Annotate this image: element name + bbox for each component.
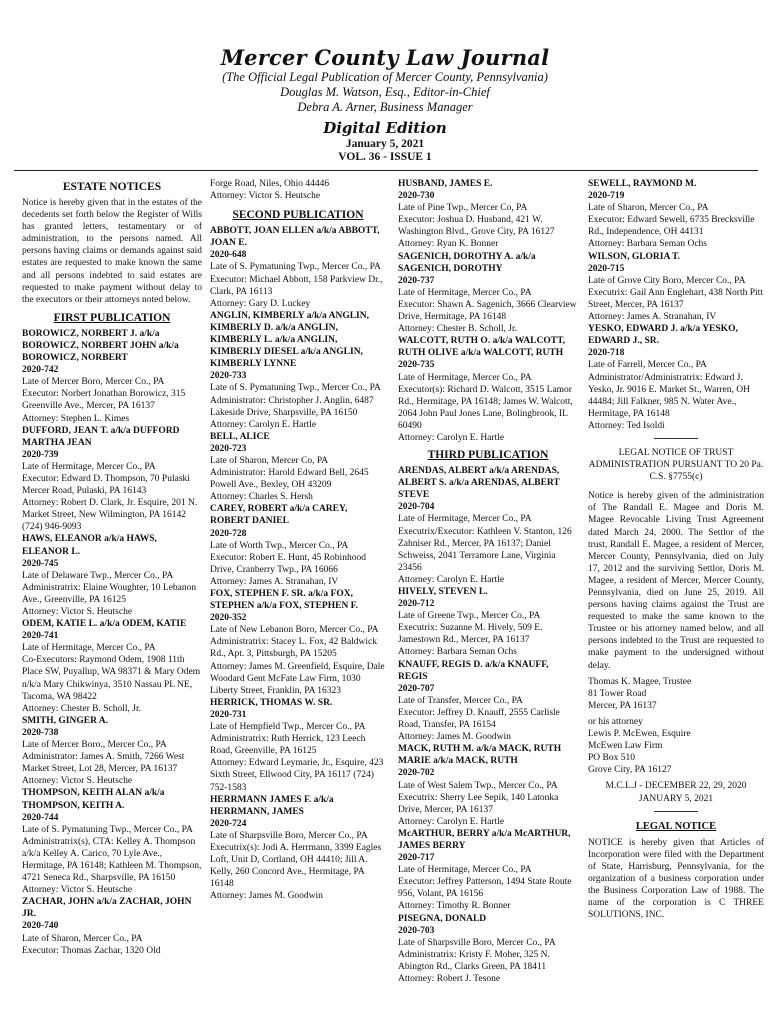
estate-entry-line: Administratrix: Stacey L. Fox, 42 Baldwick Rd., Apt. 3, Pittsburgh, PA 15205 [210, 637, 378, 660]
estate-entry-line: Attorney: Charles S. Hersh [210, 492, 313, 503]
address-line: McEwen Law Firm [588, 741, 663, 752]
estate-entry-heading: HERRMANN JAMES F. a/k/a HERRMANN, JAMES [210, 794, 334, 817]
estate-entry-heading: BOROWICZ, NORBERT J. a/k/a BOROWICZ, NORBERT JOHN a/k/a BOROWICZ, NORBERT [22, 328, 179, 364]
estate-entry-line: Late of S. Pymatuning Twp., Mercer Co., PA [22, 824, 193, 835]
estate-entry-line: Late of Sharon, Mercer Co., PA [588, 203, 709, 214]
estate-entry-line: Late of Mercer Boro, Mercer Co., PA [22, 377, 165, 388]
estate-entry-line: Late of Sharpsville Boro, Mercer Co., PA [210, 830, 368, 841]
estate-entry-heading: KNAUFF, REGIS D. a/k/a KNAUFF, REGIS [398, 659, 549, 682]
estate-entry-heading: 2020-730 [398, 191, 435, 202]
estate-entry-heading: 2020-740 [22, 921, 59, 932]
estate-entry-heading: HUSBAND, JAMES E. [398, 179, 493, 189]
estate-entry-heading: 2020-744 [22, 812, 59, 823]
estate-entry-line: Late of Hermitage, Mercer Co., PA [398, 514, 532, 525]
estate-entry-heading: 2020-731 [210, 709, 247, 720]
trustee-block [588, 676, 764, 712]
estate-entry-line: Attorney: Robert D. Clark, Jr. Esquire, 201 N. Market Street, New Wilmington, PA 16142 (724) 946-9093 [22, 498, 198, 533]
estate-entry-heading: ARENDAS, ALBERT a/k/a ARENDAS, ALBERT S. a/k/a ARENDAS, ALBERT STEVE [398, 466, 560, 501]
estate-entry-heading: CAREY, ROBERT a/k/a CAREY, ROBERT DANIEL [210, 504, 348, 527]
estate-entry-heading: 2020-352 [210, 613, 247, 624]
estate-entry-heading: 2020-707 [398, 683, 435, 694]
third-publication-entries-cont [588, 178, 764, 432]
estate-entry-line: Attorney: James M. Goodwin [398, 732, 511, 743]
estate-entry-heading: 2020-704 [398, 502, 435, 513]
estate-entry-line: Late of Hermitage, Mercer Co., PA [398, 372, 532, 383]
estate-entry-line: Attorney: Edward Leymarie, Jr., Esquire, 423 Sixth Street, Ellwood City, PA 16117 (724) 752-1583 [210, 758, 384, 793]
estate-entry-line: Executor: Shawn A. Sagenich, 3666 Clearview Drive, Hermitage, PA 16148 [398, 299, 577, 323]
estate-entry-line: Late of Mercer Boro., Mercer Co., PA [22, 740, 167, 751]
estate-entry-line: Executor: Michael Abbott, 158 Parkview Dr., Clark, PA 16113 [210, 274, 383, 297]
estate-entry-line: Executor: Jeffrey D. Knauff, 2555 Carlisle Road, Transfer, PA 16154 [398, 707, 560, 731]
estate-entry-line: Executor: Jeffrey Patterson, 1494 State Route 956, Volant, PA 16156 [398, 877, 572, 900]
estate-entry-heading: ANGLIN, KIMBERLY a/k/a ANGLIN, KIMBERLY D. a/k/a ANGLIN, KIMBERLY L. a/k/a ANGLIN, KIMBERLY DIESEL a/k/a ANGLIN, KIMBERLY LYNNE [210, 310, 369, 370]
estate-entry-heading: HERRICK, THOMAS W. SR. [210, 697, 333, 708]
estate-entry-line: Attorney: Victor S. Heutsche [210, 191, 321, 202]
estate-entry-line: Attorney: Carolyn E. Hartle [398, 816, 505, 827]
estate-entry-heading: DUFFORD, JEAN T. a/k/a DUFFORD MARTHA JEAN [22, 425, 180, 448]
estate-entry-line: Late of Pine Twp., Mercer Co, PA [398, 203, 528, 214]
estate-entry-heading: 2020-712 [398, 599, 435, 610]
estate-entry-heading: 2020-735 [398, 360, 435, 371]
estate-entry-heading: 2020-719 [588, 191, 625, 202]
continued-entry [210, 178, 386, 202]
estate-entry-line: Late of S. Pymatuning Twp., Mercer Co., PA [210, 262, 381, 273]
estate-entry-heading: BELL, ALICE [210, 431, 270, 442]
estate-entry-line: Attorney: Stephen L. Kimes [22, 413, 130, 424]
estate-entry-line: Attorney: Barbara Seman Ochs [588, 239, 707, 250]
estate-entry-heading: FOX, STEPHEN F. SR. a/k/a FOX, STEPHEN a/k/a FOX, STEPHEN F. [210, 589, 358, 612]
address-line: Thomas K. Magee, Trustee [588, 676, 692, 687]
estate-entry-line: Administratrix: Kristy F. Moher, 325 N. Abington Rd., Clarks Green, PA 18411 [398, 949, 550, 972]
estate-entry-heading: 2020-728 [210, 528, 247, 539]
estate-entry-line: Executor: Joshua D. Husband, 421 W. Washington Blvd., Grove City, PA 16127 [398, 215, 555, 238]
estate-entry-heading: SMITH, GINGER A. [22, 715, 109, 726]
estate-notices-intro: Notice is hereby given that in the estates of the decedents set forth below the Register of Wills has granted letters, testamentary or of administration, to the persons named. All persons having claims or demands against said estates are requested to make known the same and all persons indebted to said estates are requested to make payment without delay to the executors or their attorneys noted below. [22, 198, 202, 305]
column-1 [22, 178, 202, 957]
estate-entry-line: Attorney: James M. Goodwin [210, 891, 323, 902]
estate-entry-line: Late of Sharon, Mercer Co., PA [22, 933, 143, 944]
estate-entry-line: Executor: Edward D. Thompson, 70 Pulaski Mercer Road, Pulaski, PA 16143 [22, 473, 190, 497]
estate-entry-line: Attorney: Victor S. Heutsche [22, 607, 133, 617]
estate-entry-heading: 2020-703 [398, 925, 435, 936]
address-line: or his attorney [588, 716, 643, 727]
section-divider-2 [654, 811, 698, 812]
estate-entry-heading: 2020-723 [210, 443, 247, 454]
estate-entry-line: Executor: Edward Sewell, 6735 Brecksville Rd., Independence, OH 44131 [588, 215, 755, 238]
estate-entry-line: Late of Farrell, Mercer Co., PA [588, 360, 707, 371]
estate-entry-heading: 2020-738 [22, 727, 59, 738]
estate-entry-heading: ZACHAR, JOHN a/k/a ZACHAR, JOHN JR. [22, 897, 192, 920]
estate-entry-line: Late of Grove City Boro, Mercer Co., PA [588, 275, 746, 286]
legal-notice-body: NOTICE is hereby given that Articles of Incorporation were filed with the Department of State, Harrisburg, Pennsylvania, for the organization of a business corporation under the Business Corporation Law of 1988. The name of the corporation is C THREE SOLUTIONS, INC. [588, 837, 764, 921]
mclj-dates-2: JANUARY 5, 2021 [638, 793, 714, 804]
address-line: 81 Tower Road [588, 688, 647, 699]
estate-entry-line: Administratrix(s), CTA: Kelley A. Thompson a/k/a Kelley A. Carico, 70 Lyle Ave., Hermitage, PA 16148; Kathleen M. Thompson, 4721 Seneca Rd., Sharpsville, PA 16150 [22, 836, 202, 884]
first-publication-entries [22, 328, 202, 957]
estate-entry-heading: WILSON, GLORIA T. [588, 251, 681, 262]
estate-entry-line: Attorney: James M. Greenfield, Esquire, Dale Woodard Gent McFate Law Firm, 1030 Liberty Street, Franklin, PA 16323 [210, 661, 385, 696]
estate-entry-line: Attorney: James A. Stranahan, IV [588, 312, 717, 323]
estate-entry-heading: McARTHUR, BERRY a/k/a McARTHUR, JAMES BERRY [398, 828, 571, 851]
column-4 [588, 178, 764, 921]
third-publication-heading: THIRD PUBLICATION [427, 449, 549, 462]
estate-entry-heading: 2020-724 [210, 818, 247, 829]
estate-entry-heading: 2020-737 [398, 275, 435, 286]
second-publication-heading: SECOND PUBLICATION [232, 209, 364, 222]
estate-entry-line: Executor(s): Richard D. Walcott, 3515 Lamor Rd., Hermitage, PA 16148; James W. Walcott, 2064 John Paul Jones Lane, Bolingbrook, IL 60490 [398, 384, 573, 431]
estate-entry-line: Attorney: Barbara Seman Ochs [398, 647, 517, 658]
estate-entry-heading: HIVELY, STEVEN L. [398, 587, 488, 597]
estate-entry-line: Attorney: Ryan K. Bonner [398, 239, 499, 250]
masthead [0, 46, 770, 164]
estate-entry-heading: 2020-715 [588, 263, 625, 274]
estate-entry-heading: 2020-648 [210, 250, 247, 261]
trust-attorney-block [588, 716, 764, 776]
journal-title: Mercer County Law Journal [220, 45, 550, 70]
estate-entry-line: Attorney: Ted Isoldi [588, 420, 665, 431]
second-publication-entries-cont [398, 178, 578, 444]
estate-entry-line: Co-Executors: Raymond Odem, 1908 11th Place SW, Puyallup, WA 98371 & Mary Odem n/k/a Mary Chikwinya, 3510 Nassau PL NE, Tacoma, WA 98422 [22, 655, 201, 702]
legal-notice-heading: LEGAL NOTICE [635, 820, 717, 832]
estate-entry-line: Executor: Robert E. Hunt, 45 Robinhood Drive, Cranberry Twp., PA 16066 [210, 552, 366, 575]
estate-entry-heading: SEWELL, RAYMOND M. [588, 179, 697, 189]
estate-entry-line: Attorney: Robert J. Tesone [398, 974, 501, 984]
estate-entry-line: Attorney: Carolyn E. Hartle [398, 432, 505, 443]
edition-label: Digital Edition [323, 119, 447, 137]
estate-entry-heading: 2020-702 [398, 768, 435, 779]
estate-entry-line: Late of Sharpsville Boro, Mercer Co., PA [398, 937, 556, 948]
estate-entry-line: Late of Sharon, Mercer Co, PA [210, 455, 329, 466]
address-line: Grove City, PA 16127 [588, 765, 672, 776]
estate-entry-line: Late of New Lebanon Boro, Mercer Co., PA [210, 625, 379, 636]
estate-entry-line: Executrix: Suzanne M. Hively, 509 E. Jamestown Rd., Mercer, PA 16137 [398, 623, 543, 646]
column-2 [210, 178, 386, 902]
estate-entry-heading: HAWS, ELEANOR a/k/a HAWS, ELEANOR L. [22, 534, 157, 557]
estate-entry-heading: MACK, RUTH M. a/k/a MACK, RUTH MARIE a/k/a MACK, RUTH [398, 744, 562, 767]
estate-entry-line: Administrator: Christopher J. Anglin, 6487 Lakeside Drive, Sharpsville, PA 16150 [210, 395, 374, 418]
estate-entry-line: Executrix: Sherry Lee Sepik, 140 Latonka Drive, Mercer, PA 16137 [398, 792, 559, 815]
estate-notices-heading: ESTATE NOTICES [62, 181, 162, 193]
estate-entry-heading: YESKO, EDWARD J. a/k/a YESKO, EDWARD J., SR. [588, 324, 738, 347]
estate-entry-line: Attorney: Timothy R. Bonner [398, 901, 511, 912]
estate-entry-line: Late of Hermitage, Mercer Co., PA [398, 287, 532, 298]
estate-entry-line: Forge Road, Niles, Ohio 44446 [210, 179, 330, 189]
estate-entry-heading: 2020-745 [22, 558, 59, 569]
estate-entry-line: Administratrix: Ruth Herrick, 123 Leech Road, Greenville, PA 16125 [210, 734, 366, 757]
volume-issue: VOL. 36 - ISSUE 1 [338, 151, 432, 163]
section-divider [654, 438, 698, 439]
estate-entry-line: Late of Transfer, Mercer Co., PA [398, 695, 523, 706]
issue-date: January 5, 2021 [345, 138, 425, 150]
estate-entry-line: Late of Hermitage, Mercer Co., PA [22, 461, 156, 472]
estate-entry-heading: PISEGNA, DONALD [398, 913, 487, 924]
estate-entry-heading: SAGENICH, DOROTHY A. a/k/a SAGENICH, DOROTHY [398, 251, 536, 274]
estate-entry-line: Administrator: James A. Smith, 7266 West Market Street, Lot 28, Mercer, PA 16137 [22, 752, 185, 775]
estate-entry-line: Administrator: Harold Edward Bell, 2645 Powell Ave., Bexley, OH 43209 [210, 468, 369, 491]
estate-entry-line: Attorney: Gary D. Luckey [210, 298, 311, 309]
estate-entry-line: Executor: Norbert Jonathan Borowicz, 315 Greenville Ave., Mercer, PA 16137 [22, 389, 186, 412]
journal-subtitle: (The Official Legal Publication of Mercer County, Pennsylvania) [222, 70, 548, 84]
address-line: Lewis P. McEwen, Esquire [588, 729, 691, 740]
column-3 [398, 178, 578, 985]
estate-entry-line: Attorney: Chester B. Scholl, Jr. [22, 703, 142, 714]
estate-entry-line: Late of Delaware Twp., Mercer Co., PA [22, 570, 174, 581]
address-line: Mercer, PA 16137 [588, 700, 657, 711]
estate-entry-line: Attorney: Victor S. Heutsche [22, 776, 133, 787]
estate-entry-heading: ODEM, KATIE L. a/k/a ODEM, KATIE [22, 619, 187, 630]
estate-entry-line: Attorney: Carolyn E. Hartle [398, 574, 505, 585]
first-publication-heading: FIRST PUBLICATION [53, 311, 171, 324]
estate-entry-line: Administrator/Administratrix: Edward J. Yesko, Jr. 9016 E. Market St., Warren, OH 44484; Jill Falkner, 985 N. Water Ave., Hermitage, PA 16148 [588, 372, 750, 419]
mclj-dates-1: M.C.L.J - DECEMBER 22, 29, 2020 [605, 781, 747, 792]
estate-entry-line: Late of Greene Twp., Mercer Co., PA [398, 611, 541, 622]
trust-notice-heading: LEGAL NOTICE OF TRUST ADMINISTRATION PURSUANT TO 20 Pa. C.S. §7755(c) [588, 447, 764, 483]
estate-entry-line: Late of West Salem Twp., Mercer Co., PA [398, 780, 558, 791]
estate-entry-heading: 2020-741 [22, 631, 59, 642]
estate-entry-heading: ABBOTT, JOAN ELLEN a/k/a ABBOTT, JOAN E. [210, 226, 380, 249]
estate-entry-line: Attorney: Victor S. Heutsche [22, 885, 133, 896]
third-publication-entries [398, 465, 578, 985]
editor-line: Douglas M. Watson, Esq., Editor-in-Chief [280, 85, 490, 99]
estate-entry-heading: 2020-718 [588, 348, 625, 359]
estate-entry-line: Executrix(s): Jodi A. Herrmann, 3399 Eagles Loft, Unit D, Cortland, OH 44410; Jill A. Kelly, 260 Concord Ave., Hermitage, PA 16148 [210, 842, 382, 890]
estate-entry-heading: 2020-742 [22, 365, 59, 376]
estate-entry-heading: 2020-717 [398, 853, 435, 864]
second-publication-entries [210, 225, 386, 902]
estate-entry-line: Late of Worth Twp., Mercer Co., PA [210, 540, 349, 551]
manager-line: Debra A. Arner, Business Manager [297, 100, 473, 114]
estate-entry-heading: THOMPSON, KEITH ALAN a/k/a THOMPSON, KEITH A. [22, 788, 165, 811]
estate-entry-line: Attorney: Chester B. Scholl, Jr. [398, 324, 518, 335]
estate-entry-line: Late of Hempfield Twp., Mercer Co., PA [210, 722, 366, 733]
estate-entry-line: Administratrix: Elaine Woughter, 10 Lebanon Ave., Greenville, PA 16125 [22, 582, 197, 605]
estate-entry-line: Late of Hermitage, Mercer Co., PA [398, 865, 532, 876]
estate-entry-line: Attorney: Carolyn E. Hartle [210, 419, 317, 430]
estate-entry-line: Executor: Thomas Zachar, 1320 Old [22, 945, 161, 956]
estate-entry-line: Late of S. Pymatuning Twp., Mercer Co., PA [210, 383, 381, 394]
address-line: PO Box 510 [588, 753, 635, 764]
trust-notice-body: Notice is hereby given of the administration of The Randall E. Magee and Doris M. Magee Revocable Living Trust Agreement dated March 24, 2000. The Settlor of the trust, Randall E. Magee, a resident of Mercer, Mercer County, Pennsylvania, died on July 17, 2012 and the surviving Settlor, Doris M. Magee, a resident of Mercer, Mercer County, Pennsylvania, died on June 25, 2019. All persons having claims against the Trust are requested to make the same known to the Trustee or his attorney named below, and all persons indebted to the Trust are requested to make payment to the undersigned without delay. [588, 491, 764, 671]
estate-entry-line: Executrix/Executor: Kathleen V. Stanton, 126 Zahniser Rd., Mercer, PA 16137; Daniel Schweiss, 2041 Terramore Lane, Virginia 23456 [398, 526, 572, 573]
estate-entry-line: Executrix: Gail Ann Englehart, 438 North Pitt Street, Mercer, PA 16137 [588, 287, 763, 310]
estate-entry-heading: 2020-739 [22, 449, 59, 460]
estate-entry-line: Late of Hermitage, Mercer Co., PA [22, 643, 156, 654]
estate-entry-heading: WALCOTT, RUTH O. a/k/a WALCOTT, RUTH OLIVE a/k/a WALCOTT, RUTH [398, 336, 566, 359]
estate-entry-heading: 2020-733 [210, 371, 247, 382]
masthead-divider [14, 170, 758, 171]
estate-entry-line: Attorney: James A. Stranahan, IV [210, 576, 339, 587]
